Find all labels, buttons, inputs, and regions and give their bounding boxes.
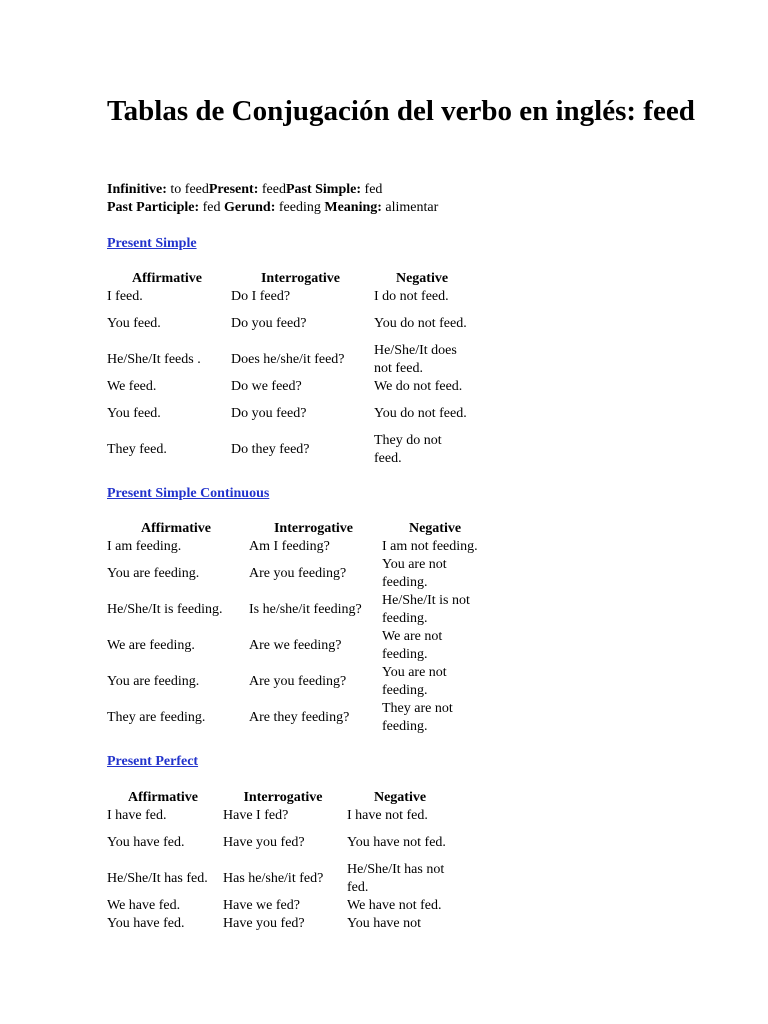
present-simple-table — [105, 270, 472, 468]
interrogative-cell: Are we feeding? — [249, 638, 342, 653]
affirmative-cell: We feed. — [107, 379, 157, 394]
interrogative-cell: Are they feeding? — [249, 710, 350, 725]
negative-cell: He/She/It has not fed. — [347, 862, 445, 895]
interrogative-cell: Do we feed? — [231, 379, 302, 394]
negative-cell: You are not feeding. — [382, 665, 447, 698]
header-interrogative: Interrogative — [273, 521, 354, 536]
present-label: Present: — [208, 182, 259, 197]
affirmative-cell: They are feeding. — [107, 710, 206, 725]
negative-cell: I am not feeding. — [382, 539, 478, 554]
table-header-row — [105, 520, 490, 538]
page-title: Tablas de Conjugación del verbo en inglés: feed — [107, 95, 695, 127]
affirmative-cell: You are feeding. — [107, 566, 200, 581]
header-interrogative: Interrogative — [260, 271, 341, 286]
header-negative: Negative — [373, 790, 427, 805]
affirmative-cell: You have fed. — [107, 835, 185, 850]
interrogative-cell: Do they feed? — [231, 442, 310, 457]
interrogative-cell: Am I feeding? — [249, 539, 330, 554]
present-value: feed — [258, 182, 286, 197]
present-simple-continuous-table — [105, 520, 490, 736]
affirmative-cell: I have fed. — [107, 808, 167, 823]
negative-cell: We are not feeding. — [382, 629, 443, 662]
header-affirmative: Affirmative — [141, 521, 211, 536]
header-affirmative: Affirmative — [128, 790, 198, 805]
affirmative-cell: We have fed. — [107, 898, 181, 913]
interrogative-cell: Has he/she/it fed? — [223, 871, 324, 886]
table-row — [105, 825, 455, 861]
affirmative-cell: We are feeding. — [107, 638, 195, 653]
header-negative: Negative — [395, 271, 449, 286]
negative-cell: You have not — [347, 916, 422, 931]
affirmative-cell: He/She/It is feeding. — [107, 602, 223, 617]
negative-cell: We have not fed. — [347, 898, 442, 913]
negative-cell: He/She/It does not feed. — [374, 343, 457, 376]
negative-cell: I have not fed. — [347, 808, 428, 823]
table-row — [105, 592, 490, 628]
interrogative-cell: Do you feed? — [231, 406, 307, 421]
affirmative-cell: He/She/It has fed. — [107, 871, 208, 886]
table-row — [105, 396, 472, 432]
past-participle-value: fed — [199, 200, 225, 215]
affirmative-cell: He/She/It feeds . — [107, 352, 201, 367]
negative-cell: They do not feed. — [374, 433, 442, 466]
section-link-present-simple-continuous[interactable]: Present Simple Continuous — [107, 486, 270, 501]
affirmative-cell: You feed. — [107, 316, 161, 331]
interrogative-cell: Do I feed? — [231, 289, 291, 304]
affirmative-cell: They feed. — [107, 442, 167, 457]
header-interrogative: Interrogative — [243, 790, 323, 805]
affirmative-cell: I feed. — [107, 289, 143, 304]
table-row — [105, 556, 490, 592]
table-row — [105, 807, 455, 825]
negative-cell: You have not fed. — [347, 835, 446, 850]
table-row — [105, 432, 472, 468]
table-row — [105, 700, 490, 736]
table-row — [105, 538, 490, 556]
interrogative-cell: Is he/she/it feeding? — [249, 602, 362, 617]
interrogative-cell: Do you feed? — [231, 316, 307, 331]
affirmative-cell: You have fed. — [107, 916, 185, 931]
affirmative-cell: You are feeding. — [107, 674, 200, 689]
gerund-label: Gerund: — [224, 200, 276, 215]
table-row — [105, 861, 455, 897]
negative-cell: I do not feed. — [374, 289, 449, 304]
interrogative-cell: Have you fed? — [223, 916, 305, 931]
meaning-value: alimentar — [381, 200, 439, 215]
table-row — [105, 288, 472, 306]
table-header-row — [105, 270, 472, 288]
table-row — [105, 378, 472, 396]
past-simple-value: fed — [361, 182, 383, 197]
verb-info — [107, 181, 707, 217]
gerund-value: feeding — [275, 200, 325, 215]
verb-info-line-1 — [107, 181, 707, 199]
negative-cell: You are not feeding. — [382, 557, 447, 590]
infinitive-label: Infinitive: — [107, 182, 167, 197]
meaning-label: Meaning: — [324, 200, 382, 215]
interrogative-cell: Are you feeding? — [249, 566, 347, 581]
interrogative-cell: Are you feeding? — [249, 674, 347, 689]
section-link-present-perfect[interactable]: Present Perfect — [107, 754, 199, 769]
interrogative-cell: Have you fed? — [223, 835, 305, 850]
negative-cell: You do not feed. — [374, 406, 467, 421]
interrogative-cell: Have I fed? — [223, 808, 289, 823]
negative-cell: We do not feed. — [374, 379, 463, 394]
interrogative-cell: Have we fed? — [223, 898, 300, 913]
past-simple-label: Past Simple: — [285, 182, 362, 197]
header-negative: Negative — [408, 521, 462, 536]
section-link-present-simple[interactable]: Present Simple — [107, 236, 197, 251]
table-row — [105, 342, 472, 378]
header-affirmative: Affirmative — [132, 271, 202, 286]
affirmative-cell: You feed. — [107, 406, 161, 421]
negative-cell: They are not feeding. — [382, 701, 453, 734]
table-row — [105, 628, 490, 664]
past-participle-label: Past Participle: — [107, 200, 200, 215]
table-row — [105, 664, 490, 700]
infinitive-value: to feed — [166, 182, 209, 197]
table-row — [105, 306, 472, 342]
interrogative-cell: Does he/she/it feed? — [231, 352, 345, 367]
negative-cell: He/She/It is not feeding. — [382, 593, 470, 626]
present-perfect-table — [105, 789, 455, 933]
table-row — [105, 897, 455, 915]
affirmative-cell: I am feeding. — [107, 539, 182, 554]
table-header-row — [105, 789, 455, 807]
verb-info-line-2 — [107, 199, 707, 217]
table-row — [105, 915, 455, 933]
negative-cell: You do not feed. — [374, 316, 467, 331]
